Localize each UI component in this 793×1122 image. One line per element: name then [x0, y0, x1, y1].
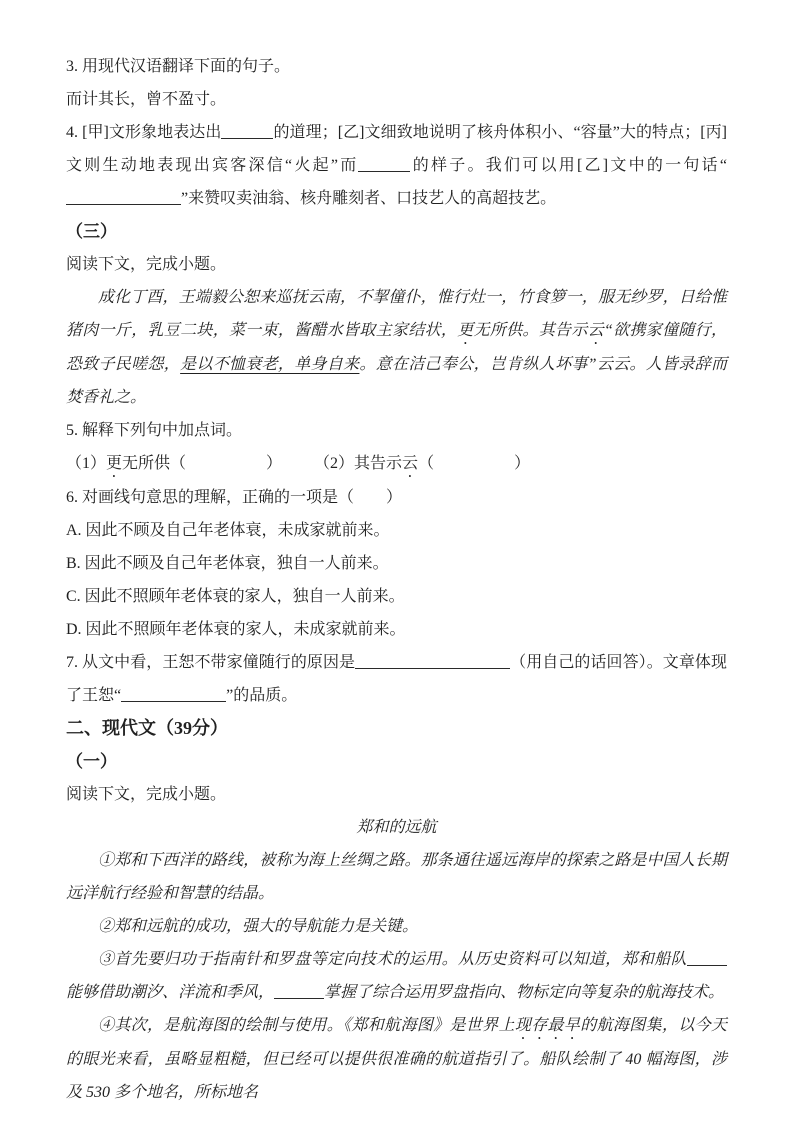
blank-line: [66, 188, 181, 205]
option-a: [66, 514, 727, 547]
emphasized-text: 更: [457, 322, 474, 339]
text-run: 。意在洁己奉公，岂肯纵人坏事”云云。人皆录辞而焚香礼之。: [66, 356, 727, 406]
blank-line: [221, 122, 273, 139]
text-run: A. 因此不顾及自己年老体衰，未成家就前来。: [66, 522, 390, 539]
text-run: ”来赞叹卖油翁、核舟雕刻者、口技艺人的高超技艺。: [181, 190, 557, 207]
blank-line: [121, 685, 226, 702]
article-paragraph-4: [66, 1009, 727, 1109]
subsection-heading-1: [66, 745, 727, 778]
text-run: （三）: [66, 222, 117, 241]
reading-instruction-modern: [66, 778, 727, 811]
text-run: 阅读下文，完成小题。: [66, 786, 227, 803]
emphasized-text: 云: [587, 322, 604, 339]
text-run: C. 因此不照顾年老体衰的家人，独自一人前来。: [66, 588, 405, 605]
text-run: “欲携家僮随行，恐致子民嗟怨，: [66, 322, 727, 373]
text-run: 成化丁酉，王端毅公恕来巡抚云南，不挈僮仆，惟行灶一，竹食箩一，服无纱罗，日给惟猪肉一斤，乳豆二块，菜一束，酱醋水皆取主家结状，: [66, 289, 727, 339]
blank-line: [274, 982, 324, 999]
text-run: 的样子。我们可以用[乙]文中的一句话“: [410, 157, 727, 174]
emphasized-text: 现存最早: [514, 1017, 581, 1034]
section-heading-modern: [66, 712, 727, 745]
option-d: [66, 613, 727, 646]
text-run: 而计其长，曾不盈寸。: [66, 91, 227, 108]
text-run: 5. 解释下列句中加点词。: [66, 422, 243, 439]
blank-line: [355, 652, 510, 669]
text-run: （一）: [66, 752, 117, 771]
text-run: B. 因此不顾及自己年老体衰，独自一人前来。: [66, 555, 389, 572]
text-run: 的航海图集，以今天的眼光来看，虽略显粗糙，但已经可以提供很准确的航道指引了。船队绘制了 40 幅海图，涉及 530 多个地名，所标地名: [66, 1017, 727, 1101]
emphasized-text: 云: [402, 455, 419, 472]
text-run: 阅读下文，完成小题。: [66, 256, 227, 273]
option-c: [66, 580, 727, 613]
blank-line: [358, 155, 410, 172]
question-4: [66, 116, 727, 215]
section-heading-3: [66, 215, 727, 248]
article-title: [66, 811, 727, 844]
text-run: 二、现代文（39分）: [66, 718, 228, 738]
text-run: 3. 用现代汉语翻译下面的句子。: [66, 58, 291, 75]
text-run: （ ）: [418, 455, 531, 472]
article-paragraph-2: [66, 910, 727, 943]
text-run: 7. 从文中看，王恕不带家僮随行的原因是: [66, 654, 356, 671]
text-run: ”的品质。: [226, 687, 298, 704]
question-3: [66, 50, 727, 83]
text-run: （用自己的话回答）。文章体现了王恕“: [66, 654, 727, 704]
translation-sentence: [66, 83, 727, 116]
text-run: 4. [甲]文形象地表达出: [66, 124, 222, 141]
text-run: ②郑和远航的成功，强大的导航能力是关键。: [98, 918, 419, 935]
question-7: [66, 646, 727, 712]
text-run: ④其次，是航海图的绘制与使用。《郑和航海图》是世界上: [98, 1017, 515, 1034]
article-paragraph-1: [66, 844, 727, 910]
classical-passage: [66, 281, 727, 414]
article-paragraph-3: [66, 943, 727, 1009]
text-run: 无所供（ ） （2）其告示: [122, 455, 403, 472]
text-run: （1）: [66, 455, 107, 472]
text-run: 无所供。其告示: [473, 322, 588, 339]
text-run: 6. 对画线句意思的理解，正确的一项是（ ）: [66, 489, 403, 506]
blank-line: [687, 949, 727, 966]
question-5-items: [66, 447, 727, 481]
emphasized-text: 更: [106, 455, 123, 472]
text-run: 的道理；[乙]文细致地说明了核舟体积小、“容量”大的特点；[丙]文则生动地表现出宾客深信“火起”而: [66, 124, 727, 174]
text-run: ③首先要归功于指南针和罗盘等定向技术的运用。从历史资料可以知道，郑和船队: [98, 951, 687, 968]
document-body: [66, 50, 727, 1109]
text-run: 掌握了综合运用罗盘指向、物标定向等复杂的航海技术。: [324, 984, 725, 1001]
underlined-text: 是以不恤衰老，单身自来: [180, 356, 360, 373]
question-6: [66, 481, 727, 514]
text-run: 能够借助潮汐、洋流和季风，: [66, 984, 275, 1001]
text-run: ①郑和下西洋的路线，被称为海上丝绸之路。那条通往遥远海岸的探索之路是中国人长期远洋航行经验和智慧的结晶。: [66, 852, 727, 902]
reading-instruction-classical: [66, 248, 727, 281]
question-5: [66, 414, 727, 447]
option-b: [66, 547, 727, 580]
text-run: 郑和的远航: [356, 819, 437, 836]
text-run: D. 因此不照顾年老体衰的家人，未成家就前来。: [66, 621, 406, 638]
